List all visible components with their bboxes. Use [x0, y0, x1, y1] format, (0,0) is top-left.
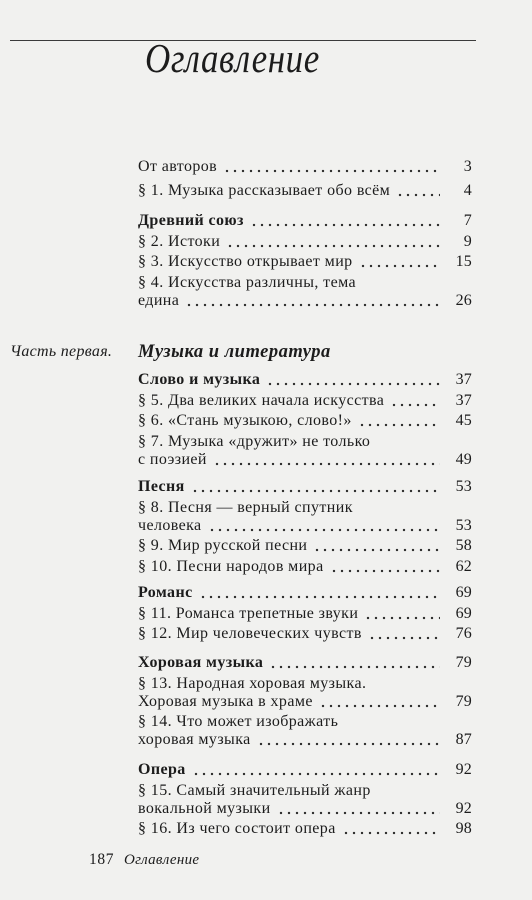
- toc-entry: [138, 675, 472, 711]
- toc-entry-title-line: Хоровая музыка в храме: [138, 692, 313, 710]
- toc-entry-row: [138, 292, 472, 310]
- dot-leader: [223, 158, 440, 176]
- toc-entry: [138, 233, 472, 251]
- toc-entry-row: [138, 731, 472, 749]
- toc-entry-row: [138, 253, 472, 271]
- dot-leader: [330, 558, 440, 576]
- toc-entry-row: [138, 605, 472, 623]
- toc-entry-row: [138, 412, 472, 430]
- toc-entry-title: § 11. Романса трепетные звуки: [138, 604, 359, 622]
- toc-chapter: [138, 478, 472, 578]
- chapter-title: Опера: [138, 761, 186, 778]
- dot-leader: [257, 731, 440, 749]
- dot-leader: [266, 371, 440, 389]
- toc-entry-row: [138, 820, 472, 838]
- dot-leader: [250, 212, 440, 230]
- toc-entry: [138, 537, 472, 555]
- toc-chapter: [138, 371, 472, 471]
- page-number: 76: [455, 625, 472, 642]
- toc-entry-title-line: хоровая музыка: [138, 731, 251, 748]
- chapter-heading: [138, 212, 472, 230]
- page-number: 69: [455, 584, 472, 601]
- toc-entry: [138, 392, 472, 410]
- toc-entry-row: [138, 212, 472, 230]
- toc-entry-title-line: человека: [138, 516, 202, 534]
- page-number: 87: [455, 731, 472, 748]
- toc-entry-row: [138, 800, 472, 818]
- toc-entry-title: § 3. Искусство открывает мир: [138, 253, 353, 270]
- part-label: Часть первая.: [10, 343, 113, 360]
- toc-entry-title: § 10. Песни народов мира: [138, 557, 324, 575]
- toc-entry-title-line: § 14. Что может изображать: [138, 713, 339, 730]
- dot-leader: [342, 820, 440, 838]
- dot-leader: [199, 584, 440, 602]
- chapter-heading: [138, 584, 472, 602]
- toc-entry-title: § 9. Мир русской песни: [138, 537, 308, 554]
- toc-entry-title-line: § 15. Самый значительный жанр: [138, 781, 371, 799]
- chapter-heading: [138, 654, 472, 672]
- toc-entry-row: [138, 451, 472, 469]
- page-number: 45: [455, 412, 472, 429]
- toc-entry: [138, 182, 472, 200]
- toc-entry: [138, 253, 472, 271]
- toc-entry-title-line: § 7. Музыка «дружит» не только: [138, 432, 371, 450]
- chapter-heading: [138, 761, 472, 779]
- toc-entry-row: [138, 517, 472, 535]
- chapter-heading: [138, 371, 472, 389]
- page-number: 7: [463, 212, 472, 229]
- dot-leader: [185, 292, 440, 310]
- page-number: 37: [455, 391, 472, 409]
- dot-leader: [191, 478, 440, 496]
- footer-page-number: 187: [89, 851, 115, 868]
- chapter-title: Древний союз: [138, 212, 244, 229]
- page-number: 79: [455, 692, 472, 710]
- toc-entry-row: [138, 654, 472, 672]
- dot-leader: [208, 517, 440, 535]
- dot-leader: [192, 761, 440, 779]
- toc-entry-title-line: § 13. Народная хоровая музыка.: [138, 674, 367, 692]
- toc-chapter: [138, 654, 472, 752]
- toc-entry-row: [138, 584, 472, 602]
- toc-entry-title: § 5. Два великих начала искусства: [138, 391, 385, 409]
- chapter-title: Песня: [138, 478, 185, 495]
- toc-entry-row: [138, 537, 472, 555]
- toc-entry-row: [138, 158, 472, 176]
- dot-leader: [277, 800, 440, 818]
- page-number: 53: [455, 516, 472, 534]
- toc-section-ancient-union: [138, 212, 472, 312]
- page-number: 69: [455, 604, 472, 622]
- chapter-heading: [138, 478, 472, 496]
- page-number: 15: [455, 253, 472, 270]
- chapter-title: Романс: [138, 584, 193, 601]
- footer-running-title: Оглавление: [124, 852, 200, 868]
- page-number: 3: [463, 158, 472, 175]
- toc-entry: [138, 499, 472, 535]
- dot-leader: [319, 693, 440, 711]
- toc-entry-title-line: вокальной музыки: [138, 799, 271, 817]
- toc-entry-row: [138, 392, 472, 410]
- dot-leader: [390, 392, 440, 410]
- toc-entry-row: [138, 233, 472, 251]
- page-number: 53: [455, 478, 472, 495]
- page-number: 58: [455, 537, 472, 554]
- toc-entry-row: [138, 182, 472, 200]
- toc-entry: [138, 625, 472, 643]
- page-number: 98: [455, 820, 472, 837]
- page-number: 79: [455, 654, 472, 671]
- toc-entry-row: [138, 558, 472, 576]
- toc-entry-title-line: § 8. Песня — верный спутник: [138, 498, 353, 516]
- dot-leader: [358, 412, 440, 430]
- page-number: 9: [463, 232, 472, 250]
- toc-entry: [138, 433, 472, 469]
- dot-leader: [368, 625, 440, 643]
- toc-entry-title: От авторов: [138, 158, 218, 175]
- toc-entry: [138, 782, 472, 818]
- chapter-title: Слово и музыка: [138, 371, 261, 388]
- toc-entry-title: § 2. Истоки: [138, 232, 221, 250]
- toc-entry-row: [138, 625, 472, 643]
- dot-leader: [364, 605, 440, 623]
- toc-entry-title: § 16. Из чего состоит опера: [138, 820, 336, 837]
- toc-entry: [138, 274, 472, 310]
- dot-leader: [313, 537, 440, 555]
- page-number: 26: [455, 291, 472, 309]
- toc-entry: [138, 713, 472, 749]
- page-number: 62: [455, 557, 472, 575]
- toc-entry-row: [138, 693, 472, 711]
- page-number: 92: [455, 799, 472, 817]
- toc-entry-row: [138, 761, 472, 779]
- toc-entry-title-line: едина: [138, 291, 180, 309]
- part-title: Музыка и литература: [138, 342, 331, 362]
- toc-entry: [138, 820, 472, 838]
- toc-entry-row: [138, 478, 472, 496]
- toc-entry: [138, 558, 472, 576]
- toc-chapter: [138, 584, 472, 646]
- toc-entry: [138, 158, 472, 176]
- toc-entry: [138, 412, 472, 430]
- toc-entry: [138, 605, 472, 623]
- toc-front-matter: [138, 158, 472, 206]
- toc-entry-title: § 1. Музыка рассказывает обо всём: [138, 182, 391, 199]
- dot-leader: [359, 253, 440, 271]
- page-number: 4: [463, 182, 472, 199]
- toc-chapter: [138, 761, 472, 841]
- dot-leader: [213, 451, 440, 469]
- toc-entry-title-line: § 4. Искусства различны, тема: [138, 273, 356, 291]
- page-number: 92: [455, 761, 472, 778]
- dot-leader: [396, 182, 440, 200]
- toc-entry-title: § 12. Мир человеческих чувств: [138, 625, 362, 642]
- dot-leader: [269, 654, 440, 672]
- dot-leader: [226, 233, 440, 251]
- toc-entry-title: § 6. «Стань музыкою, слово!»: [138, 412, 352, 429]
- chapter-title: Хоровая музыка: [138, 654, 264, 671]
- page-title: Оглавление: [145, 35, 320, 82]
- toc-entry-row: [138, 371, 472, 389]
- toc-entry-title-line: с поэзией: [138, 450, 207, 468]
- page-number: 37: [455, 371, 472, 388]
- page-number: 49: [455, 450, 472, 468]
